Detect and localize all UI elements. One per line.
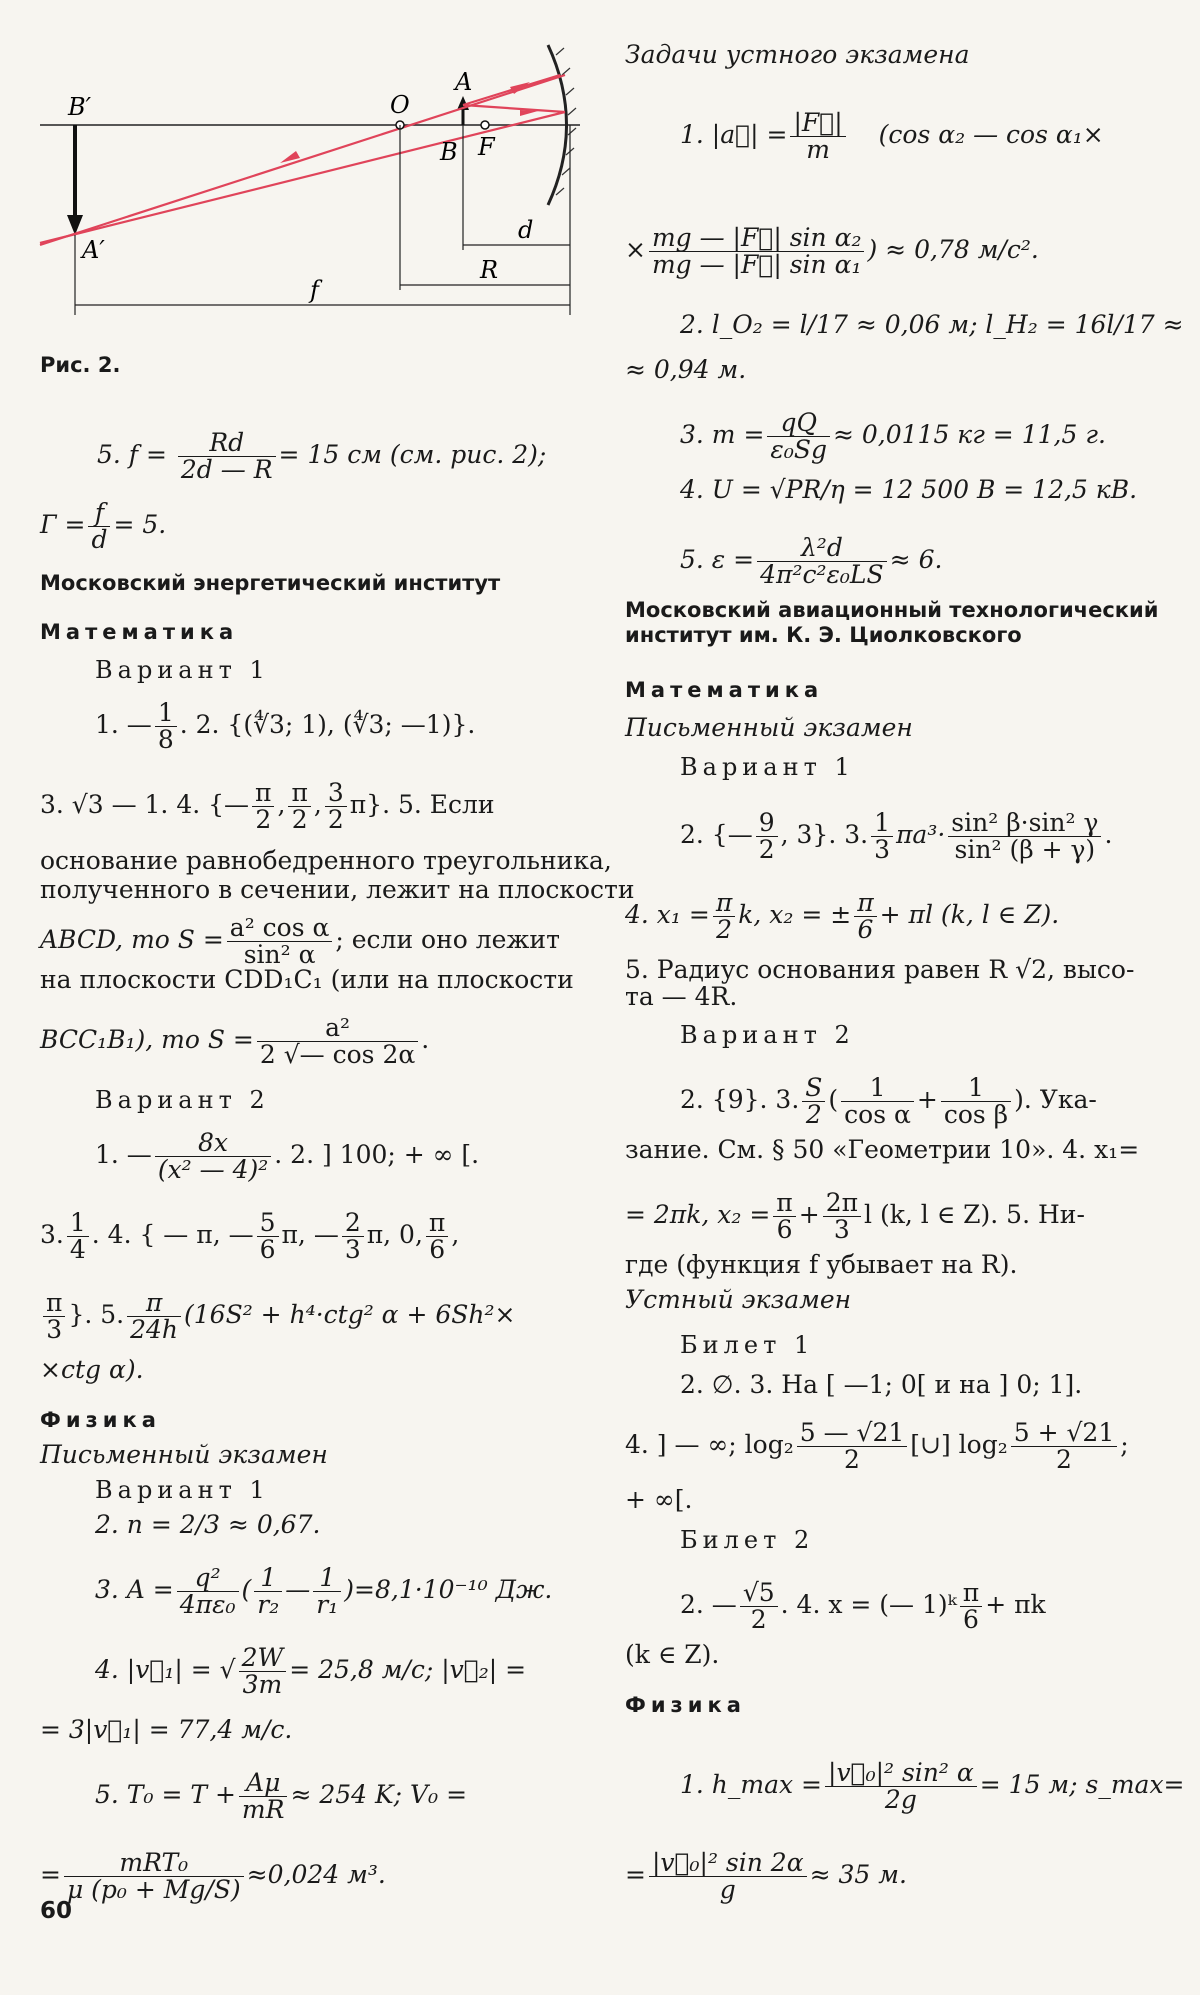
label-a-prime: A′ bbox=[82, 236, 105, 264]
variant-1-heading-2: Вариант 1 bbox=[680, 753, 855, 781]
mati-v1-line2: 4. x₁ = $\frac{\pi}{2}$ k, x₂ = ± $\frac{\pi}{6}$ + πl (k, l ∈ Z). bbox=[625, 888, 1060, 944]
math-v1-text1: основание равнобедренного треугольника, bbox=[40, 846, 612, 875]
label-b-prime: B′ bbox=[68, 93, 92, 121]
mati-v2-line4: где (функция f убывает на R). bbox=[625, 1250, 1018, 1279]
math-v1-line2: 3. √3 — 1. 4. {— $\frac{\pi}{2}$ , $\frac{\pi}{2}$ , $\frac{3}{2}$ π}. 5. Если bbox=[40, 778, 495, 834]
physics-heading-2: Физика bbox=[625, 1693, 746, 1717]
mati-v2-line3: = 2πk, x₂ = $\frac{\pi}{6}$ + $\frac{2\pi}{3}$ l (k, l ∈ Z). 5. Ни- bbox=[625, 1188, 1085, 1244]
figure-caption: Рис. 2. bbox=[40, 353, 121, 377]
oral-answer-4: 4. U = √PR/η = 12 500 В = 12,5 кВ. bbox=[680, 475, 1138, 504]
ticket-1-line3: + ∞[. bbox=[625, 1485, 693, 1514]
physics-variant-1: Вариант 1 bbox=[95, 1476, 270, 1504]
label-d: d bbox=[518, 216, 534, 244]
oral-answer-2: 2. l_O₂ = l/17 ≈ 0,06 м; l_H₂ = 16l/17 ≈ bbox=[680, 310, 1184, 339]
mati-physics-1: 1. h_max = $\frac{\text{|v⃗₀|² sin² α}}{2g}$ = 15 м; s_max= bbox=[680, 1758, 1185, 1814]
oral-exam-heading: Устный экзамен bbox=[625, 1285, 852, 1314]
math-v2-line2: 3. $\frac{1}{4}$ . 4. { — π, — $\frac{5}{6}$ π, — $\frac{2}{3}$ π, 0, $\frac{\pi}{6}$ , bbox=[40, 1208, 460, 1264]
answer-5-line: 5. f = $\frac{Rd}{2d — R}$ = 15 см (см. рис. 2); bbox=[97, 428, 547, 484]
mati-v1-line1: 2. {— $\frac{9}{2}$ , 3}. 3. $\frac{1}{3}$ πa³· $\frac{\text{sin² β·sin² γ}}{\text{sin² (β + γ)}}$ . bbox=[680, 808, 1113, 864]
ticket-2-line2: (k ∈ Z). bbox=[625, 1640, 720, 1669]
oral-answer-1-cont: × $\frac{\text{mg — |F⃗| sin α₂}}{\text{mg — |F⃗| sin α₁}}$ ) ≈ 0,78 м/с². bbox=[625, 223, 1039, 279]
label-f: f bbox=[310, 276, 319, 304]
page-number: 60 bbox=[40, 1898, 73, 1924]
math-v1-text2: полученного в сечении, лежит на плоскости bbox=[40, 875, 635, 904]
oral-answer-5: 5. ε = $\frac{\text{λ²d}}{\text{4π²c²ε₀LS}}$ ≈ 6. bbox=[680, 533, 943, 589]
math-v1-text5: BCC₁B₁), то S = $\frac{\text{a²}}{2 √— \cos 2\alpha}$ . bbox=[40, 1013, 430, 1069]
ticket-2-line1: 2. — $\frac{√5}{2}$ . 4. x = (— 1)ᵏ $\frac{\pi}{6}$ + πk bbox=[680, 1578, 1046, 1634]
math-v2-line4: ×ctg α). bbox=[40, 1355, 144, 1384]
math-heading: Математика bbox=[40, 620, 239, 644]
physics-answer-2: 2. n = 2/3 ≈ 0,67. bbox=[95, 1510, 321, 1539]
label-a: A bbox=[455, 68, 473, 96]
magnification-line: Г = $\frac{f}{d}$ = 5. bbox=[40, 498, 167, 554]
label-r: R bbox=[480, 256, 499, 284]
mati-v1-line4: та — 4R. bbox=[625, 982, 738, 1011]
variant-1-heading: Вариант 1 bbox=[95, 656, 270, 684]
physics-answer-5-cont: = $\frac{\text{mRT₀}}{\text{μ (p₀ + Mg/S)}}$ ≈0,024 м³. bbox=[40, 1848, 386, 1904]
mati-v2-line1: 2. {9}. 3. $\frac{S}{2}$ ( $\frac{1}{\text{cos α}}$ + $\frac{1}{\text{cos β}}$ ). Ука- bbox=[680, 1073, 1097, 1129]
written-exam-heading-2: Письменный экзамен bbox=[625, 713, 913, 742]
oral-exam-tasks-heading: Задачи устного экзамена bbox=[625, 40, 970, 69]
label-b: B bbox=[440, 138, 458, 166]
physics-answer-5: 5. T₀ = T + $\frac{A\mu}{mR}$ ≈ 254 K; V₀ = bbox=[95, 1768, 468, 1824]
oral-answer-2-cont: ≈ 0,94 м. bbox=[625, 355, 747, 384]
institute-2-line2: институт им. К. Э. Циолковского bbox=[625, 623, 1022, 647]
optics-diagram bbox=[0, 0, 590, 340]
math-v1-line1: 1. — $\frac{1}{8}$ . 2. {(∜3; 1), (∜3; —1)}. bbox=[95, 698, 476, 754]
oral-answer-1: 1. |a⃗| = $\frac{|F⃗|}{m}$ (cos α₂ — cos α₁× bbox=[680, 108, 1104, 164]
math-heading-2: Математика bbox=[625, 678, 824, 702]
oral-answer-3: 3. m = $\frac{qQ}{\text{ε₀Sg}}$ ≈ 0,0115 кг = 11,5 г. bbox=[680, 408, 1106, 464]
physics-answer-3: 3. A = $\frac{\text{q²}}{\text{4πε₀}}$ ( $\frac{1}{\text{r₂}}$ — $\frac{1}{\text{r₁}}$ )=8,1·10⁻¹⁰ Дж. bbox=[95, 1563, 553, 1619]
ticket-1-line2: 4. ] — ∞; log₂ $\frac{5 — √21}{2}$ [∪] log₂ $\frac{5 + √21}{2}$ ; bbox=[625, 1418, 1129, 1474]
physics-heading: Физика bbox=[40, 1408, 161, 1432]
label-f-point: F bbox=[478, 133, 495, 161]
institute-2-line1: Московский авиационный технологический bbox=[625, 598, 1159, 622]
institute-heading: Московский энергетический институт bbox=[40, 571, 501, 595]
physics-answer-4: 4. |v⃗₁| = √ $\frac{2W}{3m}$ = 25,8 м/с; |v⃗₂| = bbox=[95, 1643, 527, 1699]
mati-physics-1-cont: = $\frac{\text{|v⃗₀|² sin 2α}}{g}$ ≈ 35 м. bbox=[625, 1848, 907, 1904]
ticket-1-heading: Билет 1 bbox=[680, 1331, 815, 1359]
variant-2-heading: Вариант 2 bbox=[95, 1086, 270, 1114]
math-v2-line3: $\frac{\pi}{3}$ }. 5. $\frac{\pi}{24h}$ (16S² + h⁴·ctg² α + 6Sh²× bbox=[40, 1290, 516, 1343]
mati-v2-line2: зание. См. § 50 «Геометрии 10». 4. x₁= bbox=[625, 1135, 1140, 1164]
ticket-1-line1: 2. ∅. 3. На [ —1; 0[ и на ] 0; 1]. bbox=[680, 1370, 1083, 1399]
math-v2-line1: 1. — $\frac{8x}{\text{(x² — 4)²}}$ . 2. ] 100; + ∞ [. bbox=[95, 1128, 480, 1184]
math-v1-text4: на плоскости CDD₁C₁ (или на плоскости bbox=[40, 965, 574, 994]
label-o: O bbox=[390, 91, 410, 119]
math-v1-text3: ABCD, то S = $\frac{\text{a² cos α}}{\text{sin² α}}$ ; если оно лежит bbox=[40, 913, 560, 969]
physics-answer-4-cont: = 3|v⃗₁| = 77,4 м/с. bbox=[40, 1715, 293, 1744]
written-exam-heading: Письменный экзамен bbox=[40, 1440, 328, 1469]
ticket-2-heading: Билет 2 bbox=[680, 1526, 815, 1554]
variant-2-heading-2: Вариант 2 bbox=[680, 1021, 855, 1049]
mati-v1-line3: 5. Радиус основания равен R √2, высо- bbox=[625, 955, 1135, 984]
